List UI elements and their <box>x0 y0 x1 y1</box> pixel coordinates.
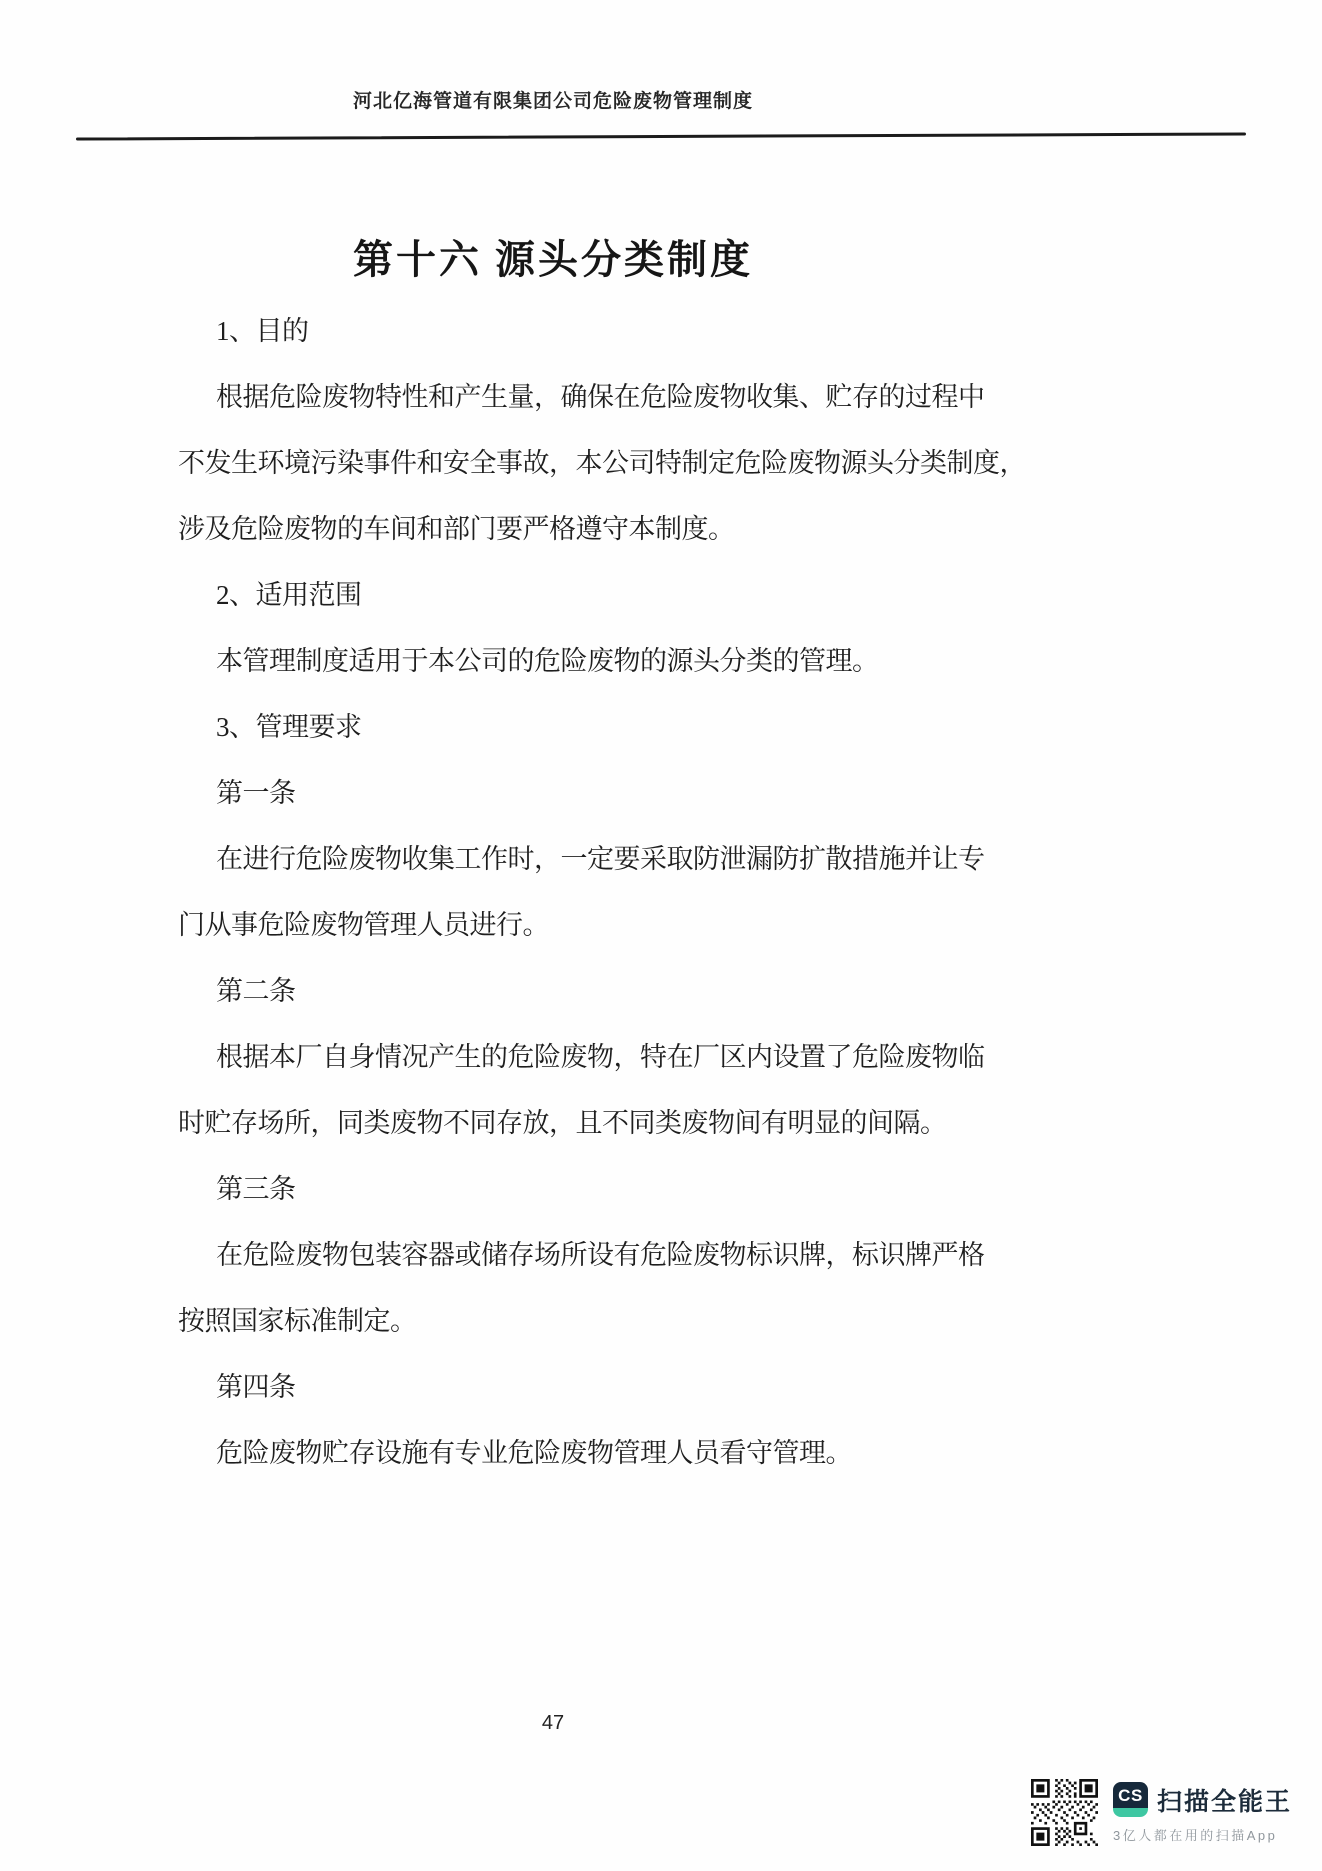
article-label: 第二条 <box>216 976 296 1006</box>
body-line: 涉及危险废物的车间和部门要严格遵守本制度。 <box>178 514 735 544</box>
camscanner-tagline: 3亿人都在用的扫描App <box>1112 1827 1278 1843</box>
section-heading: 1、目的 <box>216 316 309 346</box>
camscanner-brand <box>1113 1782 1292 1844</box>
article-label: 第四条 <box>216 1372 296 1402</box>
camscanner-watermark <box>1031 1779 1292 1846</box>
body-line: 按照国家标准制定。 <box>178 1306 417 1336</box>
article-label: 第三条 <box>216 1174 296 1204</box>
body-line: 危险废物贮存设施有专业危险废物管理人员看守管理。 <box>216 1438 852 1468</box>
document-header: 河北亿海管道有限集团公司危险废物管理制度 <box>352 91 753 112</box>
body-line: 本管理制度适用于本公司的危险废物的源头分类的管理。 <box>216 646 879 676</box>
page-number: 47 <box>541 1712 565 1734</box>
body-line: 在进行危险废物收集工作时，一定要采取防泄漏防扩散措施并让专 <box>216 844 985 874</box>
document-body <box>178 298 1026 1486</box>
body-line: 门从事危险废物管理人员进行。 <box>178 910 549 940</box>
body-line: 根据危险废物特性和产生量，确保在危险废物收集、贮存的过程中 <box>216 382 985 412</box>
section-heading: 2、适用范围 <box>216 580 362 610</box>
camscanner-app-name: 扫描全能王 <box>1156 1787 1292 1816</box>
chapter-title: 第十六 源头分类制度 <box>353 237 753 282</box>
qr-code-icon <box>1031 1779 1098 1846</box>
header-divider <box>76 132 1246 140</box>
body-line: 根据本厂自身情况产生的危险废物，特在厂区内设置了危险废物临 <box>216 1042 985 1072</box>
camscanner-logo-text: CS <box>1118 1786 1143 1805</box>
section-heading: 3、管理要求 <box>216 712 362 742</box>
body-line: 在危险废物包装容器或储存场所设有危险废物标识牌，标识牌严格 <box>216 1240 985 1270</box>
article-label: 第一条 <box>216 778 296 808</box>
camscanner-logo <box>1113 1782 1148 1817</box>
body-line: 时贮存场所，同类废物不同存放，且不同类废物间有明显的间隔。 <box>178 1108 947 1138</box>
body-line: 不发生环境污染事件和安全事故，本公司特制定危险废物源头分类制度， <box>178 448 1026 478</box>
